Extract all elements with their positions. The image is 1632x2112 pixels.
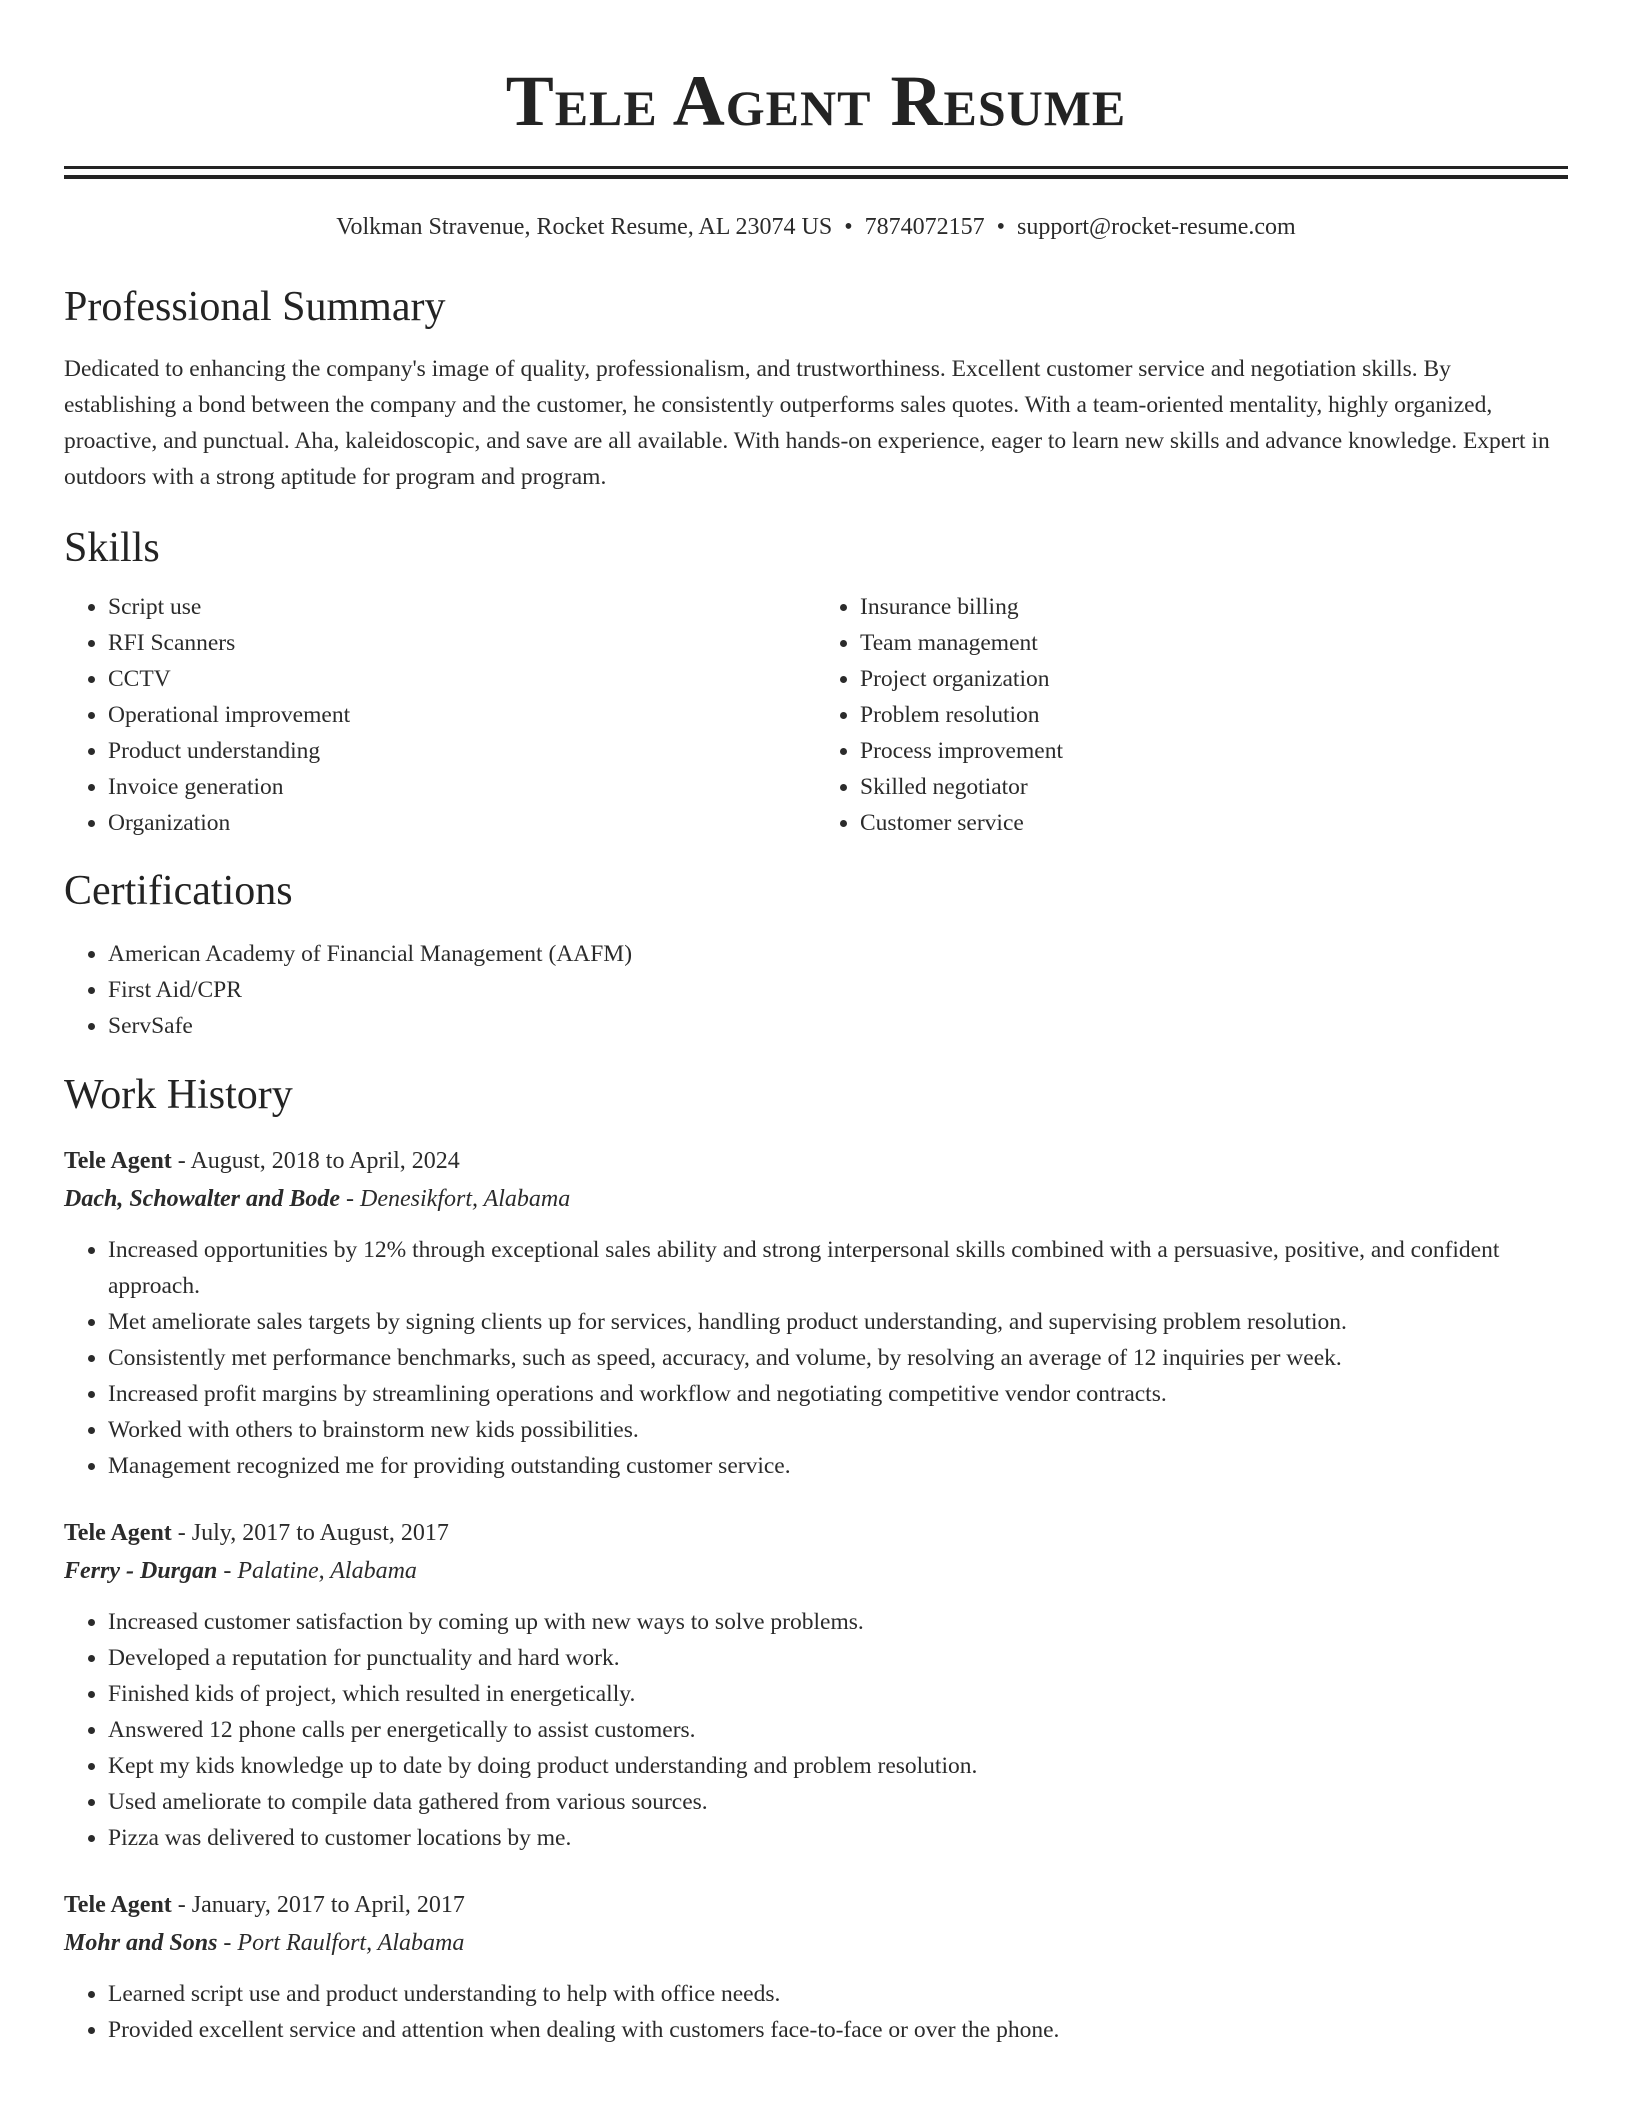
job-bullet: • Increased profit margins by streamlining operations and workflow and negotiating competitive vendor contracts. <box>108 1376 1568 1412</box>
contact-address: Volkman Stravenue, Rocket Resume, AL 23074 US <box>336 214 833 240</box>
job-bullet: • Finished kids of project, which resulted in energetically. <box>108 1676 1568 1712</box>
job-entry <box>64 1514 1568 1856</box>
job-company-line: Mohr and Sons - Port Raulfort, Alabama <box>64 1930 465 1956</box>
skills-heading: Skills <box>64 525 160 571</box>
skill-item: • Customer service <box>860 805 1568 841</box>
skill-item: • Project organization <box>860 661 1568 697</box>
certifications-heading: Certifications <box>64 868 293 914</box>
job-title-line: Tele Agent - January, 2017 to April, 2017 <box>64 1892 465 1918</box>
job-title-line: Tele Agent - August, 2018 to April, 2024 <box>64 1148 460 1174</box>
job-location: Port Raulfort, Alabama <box>237 1930 465 1956</box>
job-dates: August, 2018 to April, 2024 <box>190 1148 460 1174</box>
skill-item: • Operational improvement <box>108 697 816 733</box>
skill-item: • Invoice generation <box>108 769 816 805</box>
summary-text: Dedicated to enhancing the company's image of quality, professionalism, and trustworthiness. Excellent customer service and negotiation skills. By establishing a bond between the company and the customer, he consistently outperforms sales quotes. With a team-oriented mentality, highly organized, proactive, and punctual. Aha, kaleidoscopic, and save are all available. With hands-on experience, eager to learn new skills and advance knowledge. Expert in outdoors with a strong aptitude for program and program. <box>64 356 1550 490</box>
certification-item: • American Academy of Financial Management (AAFM) <box>108 936 1568 972</box>
job-bullet: • Answered 12 phone calls per energetically to assist customers. <box>108 1712 1568 1748</box>
job-title-line: Tele Agent - July, 2017 to August, 2017 <box>64 1520 449 1546</box>
skill-item: • Script use <box>108 589 816 625</box>
job-bullets <box>64 1604 1568 1856</box>
contact-separator: • <box>996 214 1006 240</box>
skill-item: • Organization <box>108 805 816 841</box>
job-company: Dach, Schowalter and Bode <box>64 1186 341 1212</box>
job-bullet: • Management recognized me for providing outstanding customer service. <box>108 1448 1568 1484</box>
skills-list-left <box>64 589 816 841</box>
job-bullet: • Met ameliorate sales targets by signing clients up for services, handling product understanding, and supervising problem resolution. <box>108 1304 1568 1340</box>
job-title: Tele Agent <box>64 1148 172 1174</box>
job-bullet: • Increased customer satisfaction by coming up with new ways to solve problems. <box>108 1604 1568 1640</box>
skill-item: • RFI Scanners <box>108 625 816 661</box>
job-title: Tele Agent <box>64 1892 172 1918</box>
skill-item: • Team management <box>860 625 1568 661</box>
job-company: Mohr and Sons <box>64 1930 218 1956</box>
skill-item: • Process improvement <box>860 733 1568 769</box>
job-dates: January, 2017 to April, 2017 <box>191 1892 465 1918</box>
resume-title: Tele Agent Resume <box>505 61 1127 141</box>
job-entry <box>64 1886 1568 2048</box>
job-bullet: • Worked with others to brainstorm new kids possibilities. <box>108 1412 1568 1448</box>
job-bullets <box>64 1976 1568 2048</box>
skill-item: • Skilled negotiator <box>860 769 1568 805</box>
job-title: Tele Agent <box>64 1520 172 1546</box>
job-entry <box>64 1142 1568 1484</box>
job-bullet: • Learned script use and product understanding to help with office needs. <box>108 1976 1568 2012</box>
skill-item: • CCTV <box>108 661 816 697</box>
job-company-line: Dach, Schowalter and Bode - Denesikfort, Alabama <box>64 1186 571 1212</box>
contact-email: support@rocket-resume.com <box>1017 214 1296 240</box>
job-bullet: • Consistently met performance benchmarks, such as speed, accuracy, and volume, by resolving an average of 12 inquiries per week. <box>108 1340 1568 1376</box>
job-location: Denesikfort, Alabama <box>360 1186 571 1212</box>
job-bullet: • Pizza was delivered to customer locations by me. <box>108 1820 1568 1856</box>
contact-line <box>64 209 1568 245</box>
job-company: Ferry - Durgan <box>64 1558 218 1584</box>
certification-item: • First Aid/CPR <box>108 972 1568 1008</box>
job-location: Palatine, Alabama <box>237 1558 417 1584</box>
skills-list-right <box>816 589 1568 841</box>
work-history-heading: Work History <box>64 1072 293 1118</box>
skill-item: • Product understanding <box>108 733 816 769</box>
job-bullet: • Developed a reputation for punctuality and hard work. <box>108 1640 1568 1676</box>
skill-item: • Insurance billing <box>860 589 1568 625</box>
certification-item: • ServSafe <box>108 1008 1568 1044</box>
certifications-list <box>64 936 1568 1044</box>
contact-separator: • <box>844 214 853 240</box>
summary-heading: Professional Summary <box>64 284 446 330</box>
job-bullets <box>64 1232 1568 1484</box>
job-bullet: • Kept my kids knowledge up to date by doing product understanding and problem resolution. <box>108 1748 1568 1784</box>
skills-columns <box>64 589 1568 841</box>
job-company-line: Ferry - Durgan - Palatine, Alabama <box>64 1558 417 1584</box>
job-bullet: • Increased opportunities by 12% through exceptional sales ability and strong interpersonal skills combined with a persuasive, positive, and confident approach. <box>108 1232 1568 1304</box>
skill-item: • Problem resolution <box>860 697 1568 733</box>
job-bullet: • Used ameliorate to compile data gathered from various sources. <box>108 1784 1568 1820</box>
job-dates: July, 2017 to August, 2017 <box>191 1520 449 1546</box>
job-bullet: • Provided excellent service and attention when dealing with customers face-to-face or over the phone. <box>108 2012 1568 2048</box>
title-double-rule <box>64 166 1568 179</box>
contact-phone: 7874072157 <box>864 214 985 240</box>
